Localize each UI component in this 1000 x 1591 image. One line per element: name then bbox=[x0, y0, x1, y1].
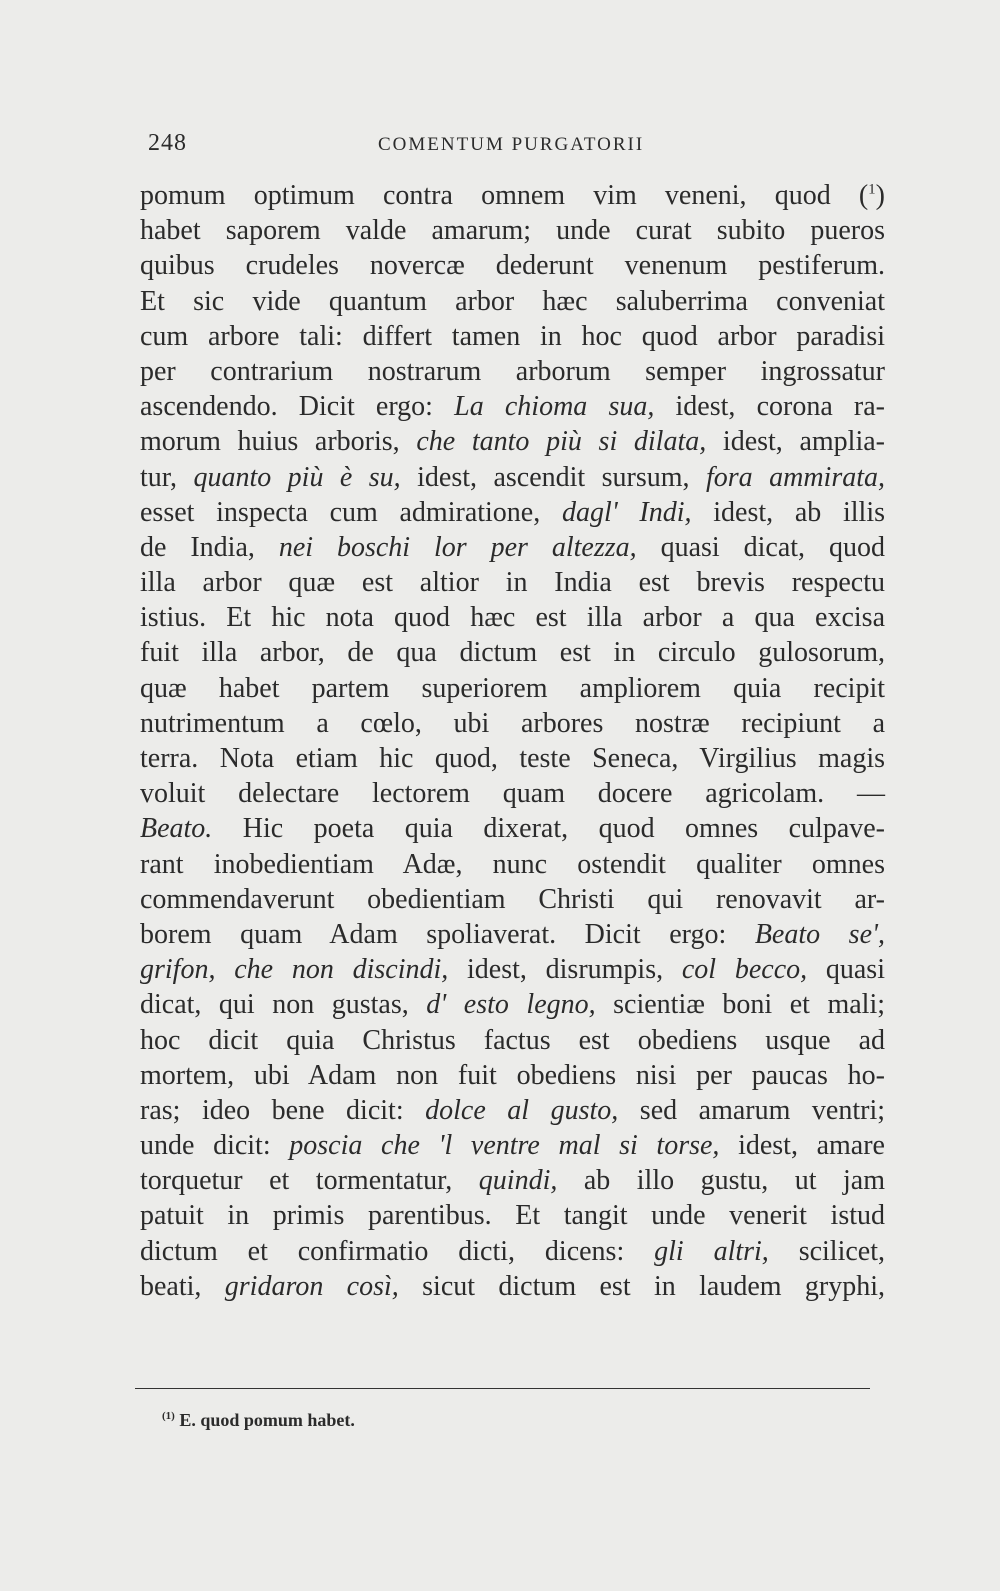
text-segment: voluit delectare lectorem quam docere agricolam. — bbox=[140, 778, 885, 810]
text-line bbox=[140, 1023, 885, 1058]
page-header bbox=[148, 130, 888, 164]
text-segment: quasi bbox=[807, 954, 885, 986]
text-line bbox=[140, 635, 885, 670]
text-segment: dicat, qui non gustas, bbox=[140, 989, 427, 1021]
text-line bbox=[140, 1198, 885, 1233]
text-segment: idest, corona ra- bbox=[654, 391, 885, 423]
text-segment: beati, bbox=[140, 1270, 225, 1302]
text-segment: dictum et confirmatio dicti, dicens: bbox=[140, 1235, 655, 1267]
text-segment: sed amarum ventri; bbox=[618, 1094, 886, 1126]
text-segment: de India, bbox=[140, 531, 279, 563]
text-line bbox=[140, 1128, 885, 1163]
text-line bbox=[140, 389, 885, 424]
text-line bbox=[140, 1058, 885, 1093]
text-line bbox=[140, 178, 885, 213]
running-title: COMENTUM PURGATORII bbox=[378, 134, 645, 155]
italic-quotation: quindi, bbox=[478, 1165, 558, 1197]
text-line bbox=[140, 495, 885, 530]
text-segment: pomum optimum contra omnem vim veneni, quod ( bbox=[140, 180, 869, 211]
text-segment: ras; ideo bene dicit: bbox=[140, 1094, 426, 1126]
italic-quotation: Beato se', bbox=[754, 918, 885, 950]
text-segment: morum huius arboris, bbox=[140, 426, 417, 458]
text-segment: quæ habet partem superiorem ampliorem quia recipit bbox=[140, 672, 885, 704]
text-segment: torquetur et tormentatur, bbox=[140, 1165, 479, 1197]
text-segment: habet saporem valde amarum; unde curat subito pueros bbox=[140, 215, 885, 247]
italic-quotation: che tanto più si dilata, bbox=[416, 426, 707, 458]
text-segment: quasi dicat, quod bbox=[636, 531, 885, 563]
italic-quotation: grifon, che non discindi, bbox=[140, 954, 449, 986]
text-line bbox=[140, 1093, 885, 1128]
text-line bbox=[140, 952, 885, 987]
italic-quotation: gridaron così, bbox=[224, 1270, 399, 1302]
italic-quotation: La chioma sua, bbox=[454, 391, 655, 423]
italic-quotation: quanto più è su, bbox=[193, 461, 401, 493]
text-line bbox=[140, 424, 885, 459]
text-segment: ascendendo. Dicit ergo: bbox=[140, 391, 455, 423]
text-segment: hoc dicit quia Christus factus est obediens usque ad bbox=[140, 1024, 885, 1056]
text-segment: illa arbor quæ est altior in India est brevis respectu bbox=[140, 567, 885, 599]
text-segment: mortem, ubi Adam non fuit obediens nisi per paucas ho- bbox=[140, 1059, 885, 1091]
text-line bbox=[140, 600, 885, 635]
text-segment: istius. Et hic nota quod hæc est illa arbor a qua excisa bbox=[140, 602, 885, 634]
text-segment: cum arbore tali: differt tamen in hoc quod arbor paradisi bbox=[140, 320, 885, 352]
footnote-open: ( bbox=[162, 1410, 166, 1422]
text-line bbox=[140, 319, 885, 354]
text-line bbox=[140, 987, 885, 1022]
footnote-reference: 1 bbox=[868, 181, 876, 198]
text-line bbox=[140, 530, 885, 565]
text-segment: Et sic vide quantum arbor hæc saluberrima conveniat bbox=[140, 285, 885, 317]
text-line bbox=[140, 565, 885, 600]
text-line bbox=[140, 882, 885, 917]
text-segment: commendaverunt obedientiam Christi qui renovavit ar- bbox=[140, 883, 885, 915]
footnote bbox=[162, 1410, 355, 1431]
footnote-marker: 1 bbox=[165, 1410, 172, 1422]
text-segment: ab illo gustu, ut jam bbox=[557, 1165, 885, 1197]
text-segment: esset inspecta cum admiratione, bbox=[140, 496, 562, 528]
text-line bbox=[140, 811, 885, 846]
text-segment: unde dicit: bbox=[140, 1130, 290, 1162]
text-line bbox=[140, 460, 885, 495]
text-line bbox=[140, 741, 885, 776]
text-segment: tur, bbox=[140, 461, 194, 493]
italic-quotation: dolce al gusto, bbox=[425, 1094, 619, 1126]
text-segment: rant inobedientiam Adæ, nunc ostendit qualiter omnes bbox=[140, 848, 885, 880]
page-number: 248 bbox=[148, 130, 187, 156]
text-segment: nutrimentum a cœlo, ubi arbores nostræ recipiunt a bbox=[140, 707, 885, 739]
italic-quotation: fora ammirata, bbox=[705, 461, 886, 493]
text-line bbox=[140, 284, 885, 319]
footnote-text: E. quod pomum habet. bbox=[174, 1410, 355, 1430]
text-segment: scientiæ boni et mali; bbox=[595, 989, 885, 1021]
text-line bbox=[140, 706, 885, 741]
italic-quotation: dagl' Indi, bbox=[561, 496, 692, 528]
italic-quotation: nei boschi lor per altezza, bbox=[278, 531, 637, 563]
text-segment: ) bbox=[875, 180, 885, 211]
text-line bbox=[140, 1163, 885, 1198]
footnote-close: ) bbox=[171, 1410, 175, 1422]
text-line bbox=[140, 1234, 885, 1269]
text-segment: idest, amare bbox=[719, 1130, 885, 1162]
italic-quotation: Beato. bbox=[140, 813, 213, 845]
text-line bbox=[140, 847, 885, 882]
text-segment: idest, ascendit sursum, bbox=[400, 461, 706, 493]
text-segment: terra. Nota etiam hic quod, teste Seneca, Virgilius magis bbox=[140, 743, 885, 774]
text-segment: per contrarium nostrarum arborum semper ingrossatur bbox=[140, 355, 885, 387]
text-segment: borem quam Adam spoliaverat. Dicit ergo: bbox=[140, 918, 755, 950]
text-segment: Hic poeta quia dixerat, quod omnes culpave- bbox=[212, 813, 885, 845]
text-segment: sicut dictum est in laudem gryphi, bbox=[398, 1270, 885, 1302]
text-line bbox=[140, 1269, 885, 1304]
text-line bbox=[140, 213, 885, 248]
text-line bbox=[140, 671, 885, 706]
italic-quotation: poscia che 'l ventre mal si torse, bbox=[289, 1130, 720, 1162]
text-line bbox=[140, 248, 885, 283]
text-segment: idest, amplia- bbox=[706, 426, 885, 458]
footnote-rule bbox=[135, 1388, 870, 1389]
italic-quotation: d' esto legno, bbox=[426, 989, 596, 1021]
text-line bbox=[140, 776, 885, 811]
body-text bbox=[140, 178, 885, 1304]
text-line bbox=[140, 354, 885, 389]
text-segment: patuit in primis parentibus. Et tangit unde venerit istud bbox=[140, 1200, 885, 1232]
text-segment: idest, ab illis bbox=[691, 496, 886, 528]
text-line bbox=[140, 917, 885, 952]
italic-quotation: gli altri, bbox=[654, 1235, 769, 1267]
text-segment: quibus crudeles novercæ dederunt venenum pestiferum. bbox=[140, 250, 885, 282]
text-segment: scilicet, bbox=[768, 1235, 885, 1267]
text-segment: idest, disrumpis, bbox=[448, 954, 682, 986]
italic-quotation: col becco, bbox=[681, 954, 808, 986]
text-segment: fuit illa arbor, de qua dictum est in circulo gulosorum, bbox=[140, 637, 885, 669]
